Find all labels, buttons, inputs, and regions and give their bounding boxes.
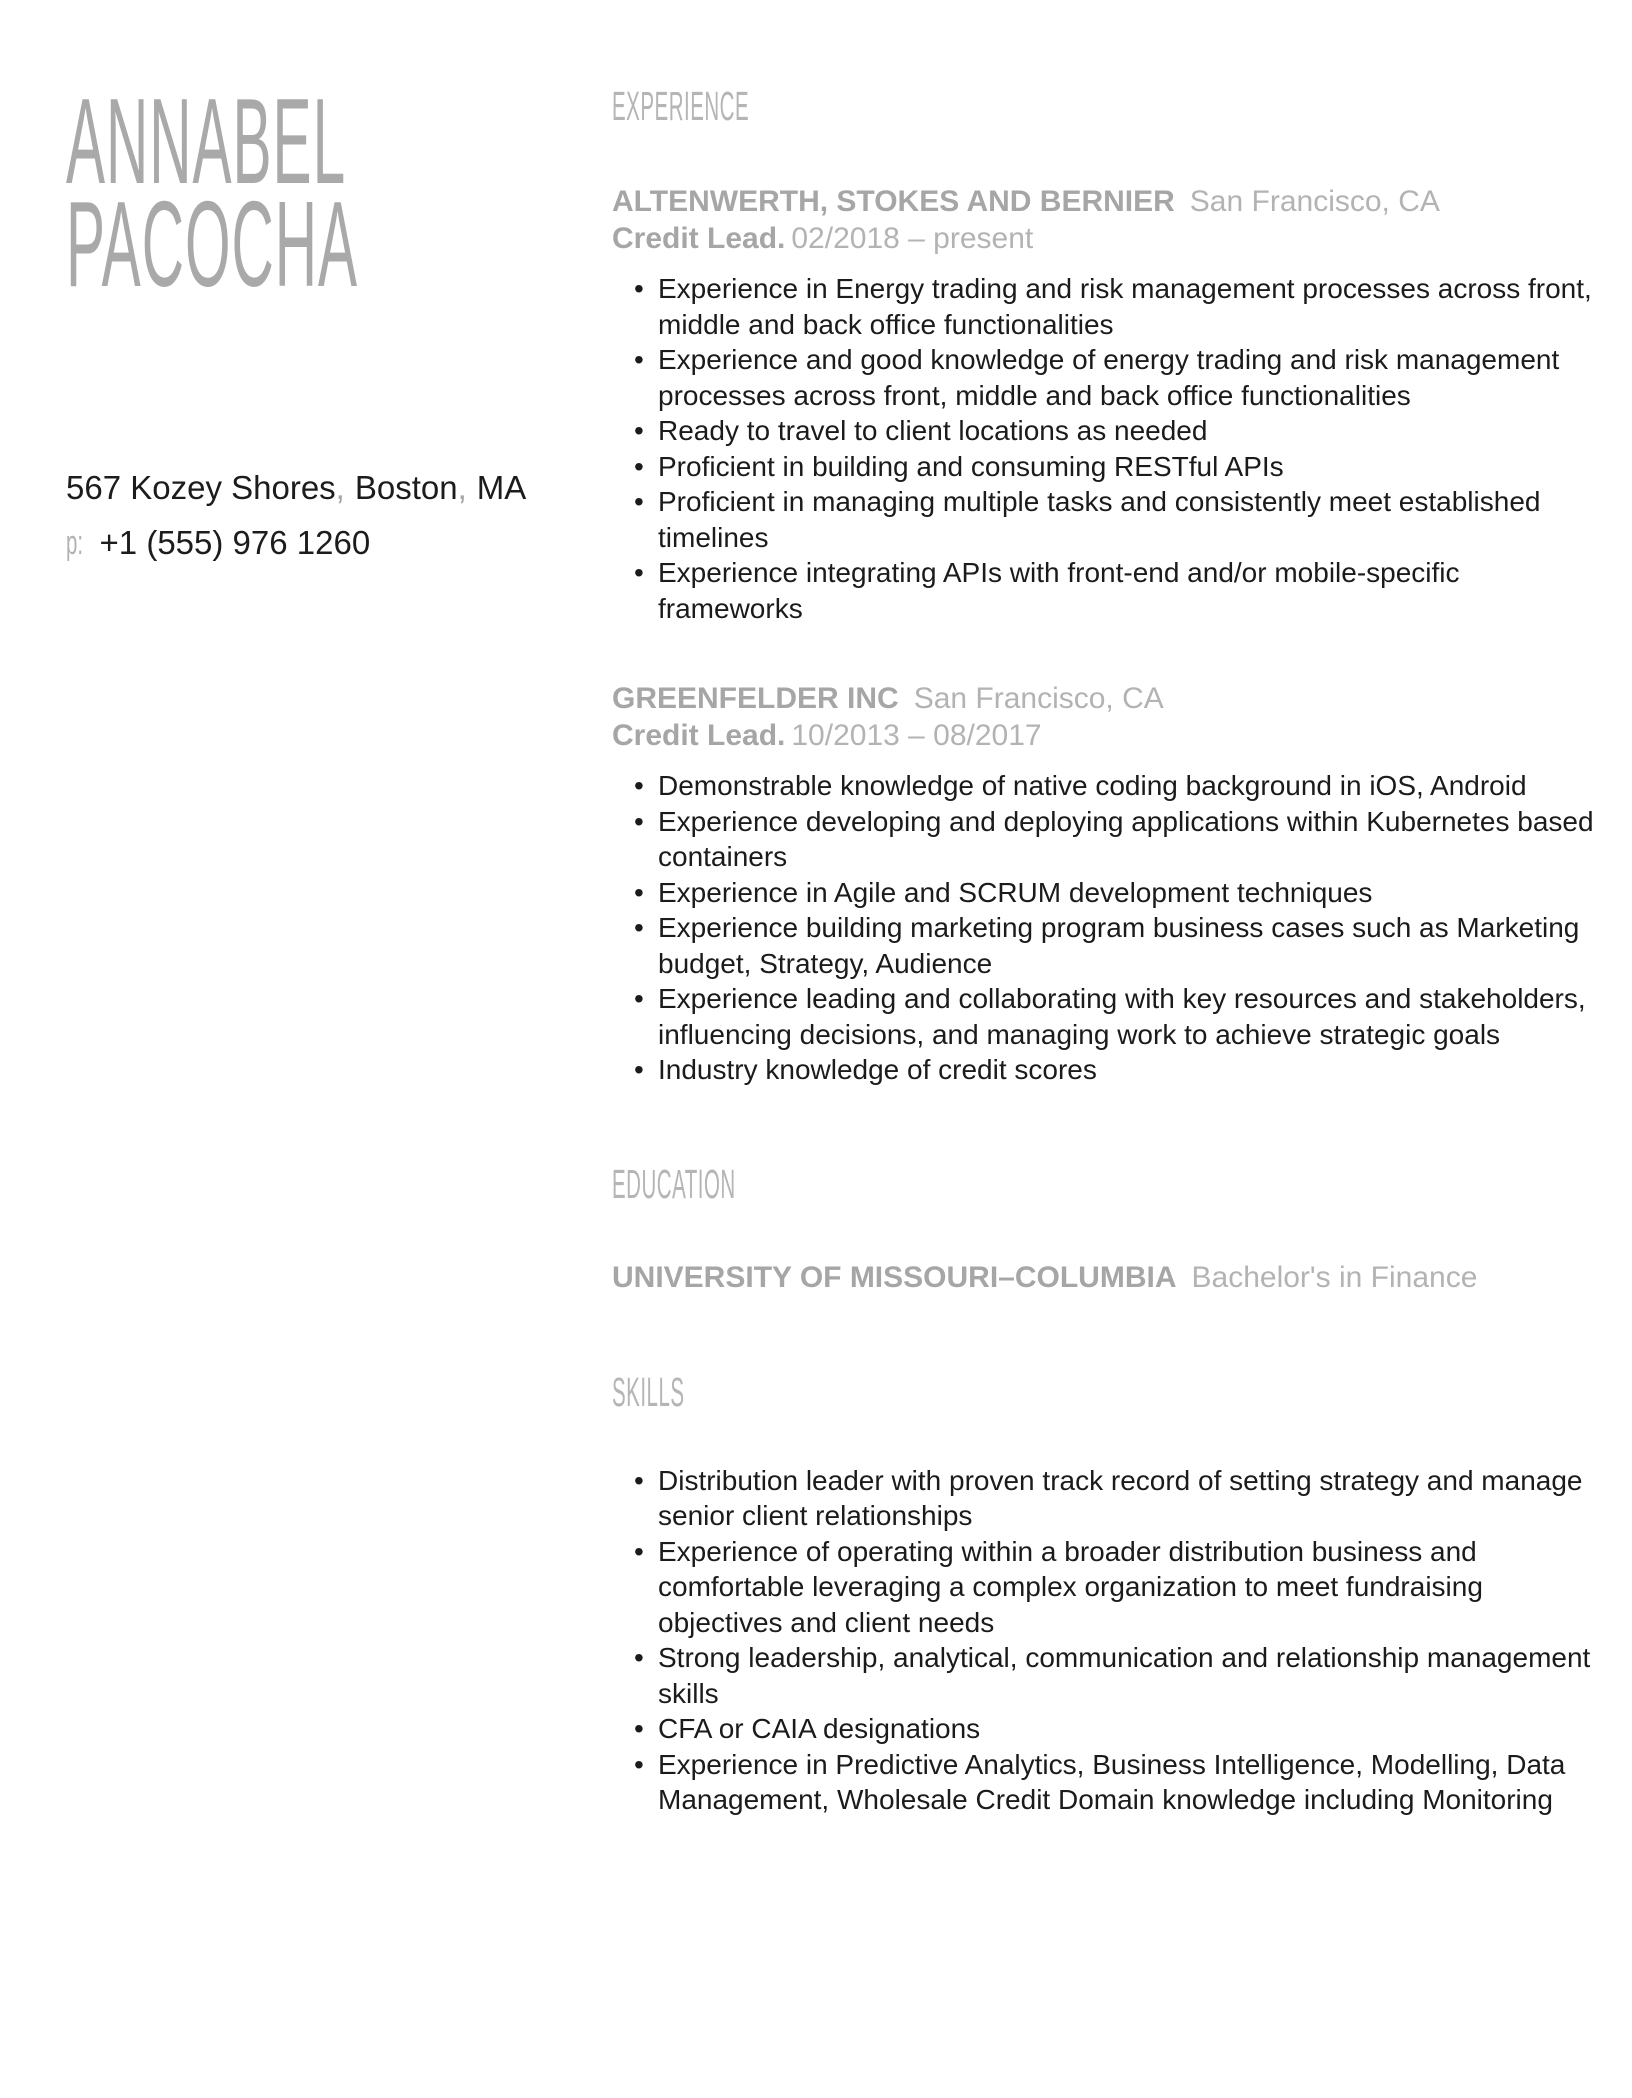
job-bullet: • Demonstrable knowledge of native coding background in iOS, Android <box>658 768 1604 804</box>
candidate-name <box>66 73 586 312</box>
phone-number: +1 (555) 976 1260 <box>99 524 371 561</box>
role-line <box>612 220 1604 257</box>
address-line <box>66 468 586 508</box>
candidate-last-name: PACOCHA <box>66 176 358 312</box>
candidate-last-name-line <box>66 176 586 312</box>
phone-label: p: <box>66 524 84 562</box>
skill-bullet: • Strong leadership, analytical, communication and relationship management skills <box>658 1640 1604 1711</box>
job-entry-1 <box>612 183 1604 626</box>
phone-line <box>66 523 586 563</box>
section-heading-skills: SKILLS <box>612 1368 685 1415</box>
job-bullet: • Experience integrating APIs with front-end and/or mobile-specific frameworks <box>658 555 1604 626</box>
skill-bullet: • Experience in Predictive Analytics, Business Intelligence, Modelling, Data Management, Wholesale Credit Domain knowledge including Monitoring <box>658 1747 1604 1818</box>
candidate-first-name: ANNABEL <box>66 73 347 209</box>
job-bullet-list <box>612 271 1604 626</box>
address-street: 567 Kozey Shores <box>66 469 336 506</box>
role-title: Credit Lead. <box>612 222 786 255</box>
skill-bullet: • Distribution leader with proven track record of setting strategy and manage senior client relationships <box>658 1463 1604 1534</box>
company-line <box>612 680 1604 717</box>
main-column <box>612 0 1604 1818</box>
job-entry-2 <box>612 680 1604 1088</box>
skill-bullet: • Experience of operating within a broader distribution business and comfortable leveraging a complex organization to meet fundraising objectives and client needs <box>658 1534 1604 1641</box>
job-bullet: • Experience building marketing program business cases such as Marketing budget, Strategy, Audience <box>658 910 1604 981</box>
address-separator: , <box>335 469 345 506</box>
job-bullet: • Proficient in building and consuming RESTful APIs <box>658 449 1604 485</box>
address-city: Boston <box>354 469 458 506</box>
job-bullet: • Ready to travel to client locations as needed <box>658 413 1604 449</box>
job-bullet: • Industry knowledge of credit scores <box>658 1052 1604 1088</box>
job-bullet: • Experience developing and deploying applications within Kubernetes based containers <box>658 804 1604 875</box>
company-name: GREENFELDER INC <box>612 682 899 715</box>
role-dates: 02/2018 – present <box>791 222 1034 255</box>
role-dates: 10/2013 – 08/2017 <box>791 719 1042 752</box>
job-bullet: • Experience and good knowledge of energy trading and risk management processes across front, middle and back office functionalities <box>658 342 1604 413</box>
company-location: San Francisco, CA <box>913 682 1164 715</box>
company-name: ALTENWERTH, STOKES AND BERNIER <box>612 185 1175 218</box>
left-column <box>66 0 586 563</box>
job-bullet: • Proficient in managing multiple tasks and consistently meet established timelines <box>658 484 1604 555</box>
role-title: Credit Lead. <box>612 719 786 752</box>
section-heading-education: EDUCATION <box>612 1160 736 1207</box>
job-bullet: • Experience in Agile and SCRUM development techniques <box>658 875 1604 911</box>
skills-bullet-list <box>612 1463 1604 1818</box>
address-state: MA <box>476 469 527 506</box>
degree-name: Bachelor's in Finance <box>1191 1260 1478 1294</box>
role-line <box>612 717 1604 754</box>
address-separator: , <box>457 469 467 506</box>
job-bullet: • Experience in Energy trading and risk management processes across front, middle and back office functionalities <box>658 271 1604 342</box>
school-name: UNIVERSITY OF MISSOURI–COLUMBIA <box>612 1260 1177 1294</box>
job-bullet-list <box>612 768 1604 1088</box>
company-location: San Francisco, CA <box>1189 185 1440 218</box>
education-entry <box>612 1259 1604 1296</box>
company-line <box>612 183 1604 220</box>
section-heading-experience: EXPERIENCE <box>612 83 750 129</box>
job-bullet: • Experience leading and collaborating with key resources and stakeholders, influencing decisions, and managing work to achieve strategic goals <box>658 981 1604 1052</box>
skill-bullet: • CFA or CAIA designations <box>658 1711 1604 1747</box>
